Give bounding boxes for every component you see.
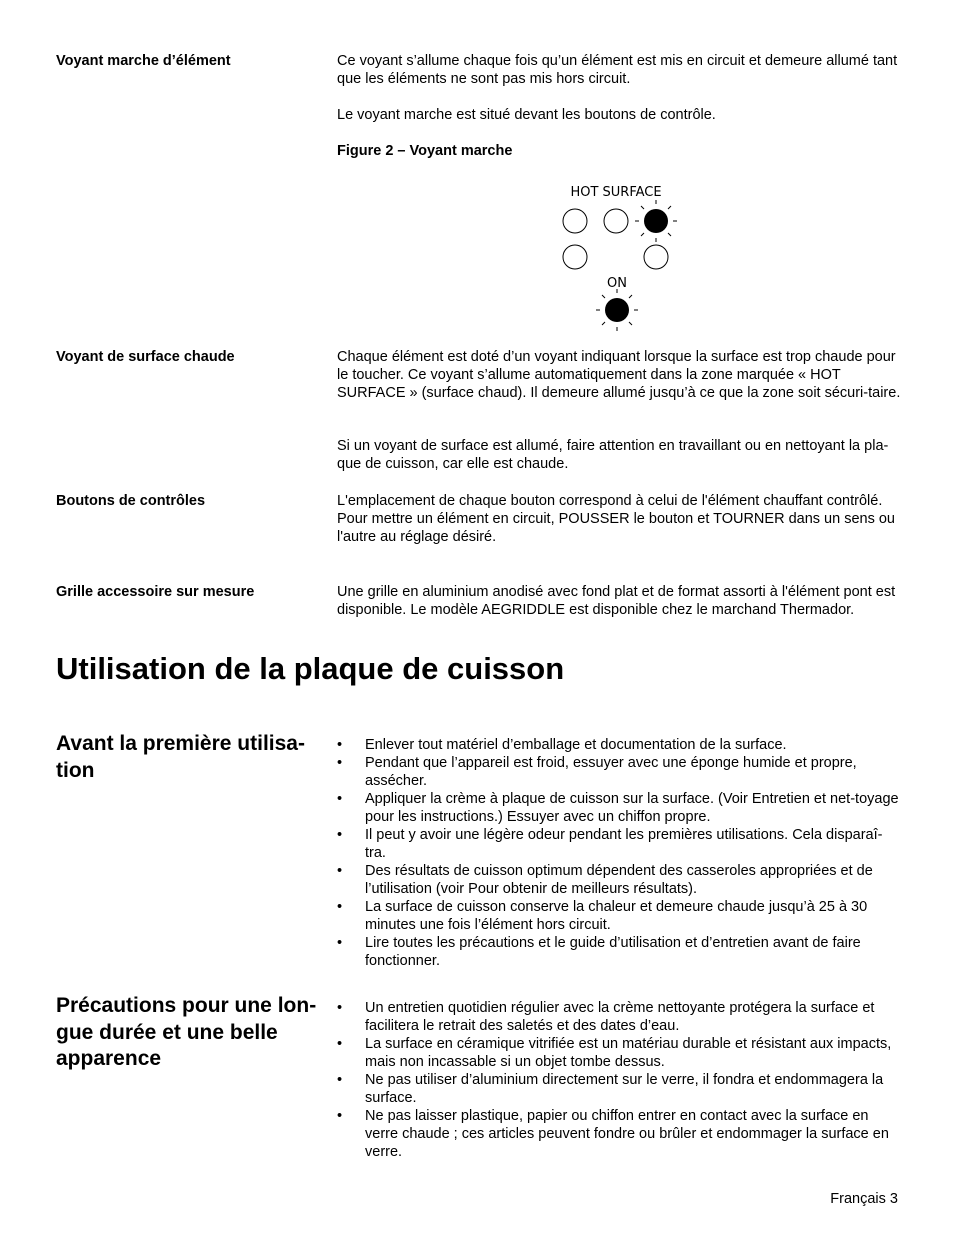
indicator-light-off [563,245,587,269]
bullet-marker: • [337,827,343,843]
surface-chaude-text-2: Si un voyant de surface est allumé, faire attention en travaillant ou en nettoyant la pla-que de cuisson, car elle est chaude. [337,438,889,472]
on-label: ON [607,276,627,291]
bullet-marker: • [337,737,343,753]
voyant-marche-text-2: Le voyant marche est situé devant les boutons de contrôle. [337,107,716,123]
hot-surface-light-on [635,200,677,242]
boutons-controles-text: L'emplacement de chaque bouton correspond à celui de l'élément chauffant contrôlé. Pour mettre un élément en circuit, POUSSER le bouton et TOURNER dans un sens ou l'autre au réglage désiré. [337,493,895,545]
label-grille-accessoire: Grille accessoire sur mesure [56,584,255,600]
list-item-text: Des résultats de cuisson optimum dépendent des casseroles appropriées et de l’utilisation (voir Pour obtenir de meilleurs résultats). [365,863,873,897]
list-item-text: Ne pas laisser plastique, papier ou chiffon entrer en contact avec la surface en verre chaude ; ces articles peuvent fondre ou brûler et endommager la surface en verre. [365,1108,889,1160]
list-item [337,1071,902,1107]
heading-avant-premiere-utilisation: Avant la première utilisa-tion [56,732,305,782]
list-item-text: La surface de cuisson conserve la chaleur et demeure chaude jusqu’à 25 à 30 minutes une fois l’élément hors circuit. [365,899,868,933]
bullet-marker: • [337,1036,343,1052]
indicator-light-off [563,209,587,233]
list-item [337,934,902,970]
list-item [337,736,902,754]
list-item [337,999,902,1035]
bullet-marker: • [337,791,343,807]
bullet-marker: • [337,755,343,771]
label-boutons-controles: Boutons de contrôles [56,493,206,509]
main-heading: Utilisation de la plaque de cuisson [56,651,565,686]
list-item-text: Lire toutes les précautions et le guide d’utilisation et d’entretien avant de faire fonctionner. [365,935,861,969]
voyant-marche-text-1: Ce voyant s’allume chaque fois qu’un élément est mis en circuit et demeure allumé tant que les éléments ne sont pas mis hors circuit. [337,53,898,87]
label-voyant-marche: Voyant marche d’élément [56,53,231,69]
figure-caption: Figure 2 – Voyant marche [337,143,513,159]
grille-accessoire-text: Une grille en aluminium anodisé avec fond plat et de format assorti à l'élément pont est disponible. Le modèle AEGRIDDLE est disponible chez le marchand Thermador. [337,584,896,618]
bullet-marker: • [337,935,343,951]
list-item-text: Ne pas utiliser d’aluminium directement sur le verre, il fondra et endommagera la surface. [365,1072,884,1106]
list-item-text: Enlever tout matériel d’emballage et documentation de la surface. [365,737,787,753]
list-item [337,898,902,934]
list-item [337,826,902,862]
list-item [337,754,902,790]
heading-precautions: Précautions pour une lon-gue durée et une belle apparence [56,994,317,1070]
list-item-text: Il peut y avoir une légère odeur pendant les premières utilisations. Cela disparaî-tra. [365,827,883,861]
list-item-text: La surface en céramique vitrifiée est un matériau durable et résistant aux impacts, mais non incassable si un objet tombe dessus. [365,1036,892,1070]
bullet-marker: • [337,1072,343,1088]
bullet-marker: • [337,1000,343,1016]
bullet-marker: • [337,1108,343,1124]
list-precautions [337,999,902,1161]
page-number: Français 3 [830,1191,898,1207]
bullet-marker: • [337,899,343,915]
bullet-marker: • [337,863,343,879]
indicator-light-off [604,209,628,233]
list-avant-premiere-utilisation [337,736,902,970]
list-item [337,1107,902,1161]
list-item [337,1035,902,1071]
voyant-marche-figure [540,175,700,335]
label-voyant-surface-chaude: Voyant de surface chaude [56,349,235,365]
list-item [337,862,902,898]
indicator-light-off [644,245,668,269]
surface-chaude-text-1: Chaque élément est doté d’un voyant indiquant lorsque la surface est trop chaude pour le toucher. Ce voyant s’allume automatiquement dans la zone marquée « HOT SURFACE » (surface chaud). Il demeure allumé jusqu’à ce que la zone soit sécuri-taire. [337,349,901,401]
list-item-text: Appliquer la crème à plaque de cuisson sur la surface. (Voir Entretien et net-toyage pour les instructions.) Essuyer avec un chiffon propre. [365,791,899,825]
on-light [596,289,638,331]
list-item-text: Pendant que l’appareil est froid, essuyer avec une éponge humide et propre, assécher. [365,755,857,789]
hot-surface-label: HOT SURFACE [570,185,662,200]
list-item-text: Un entretien quotidien régulier avec la crème nettoyante protégera la surface et facilitera le retrait des saletés et des dates d’eau. [365,1000,875,1034]
list-item [337,790,902,826]
